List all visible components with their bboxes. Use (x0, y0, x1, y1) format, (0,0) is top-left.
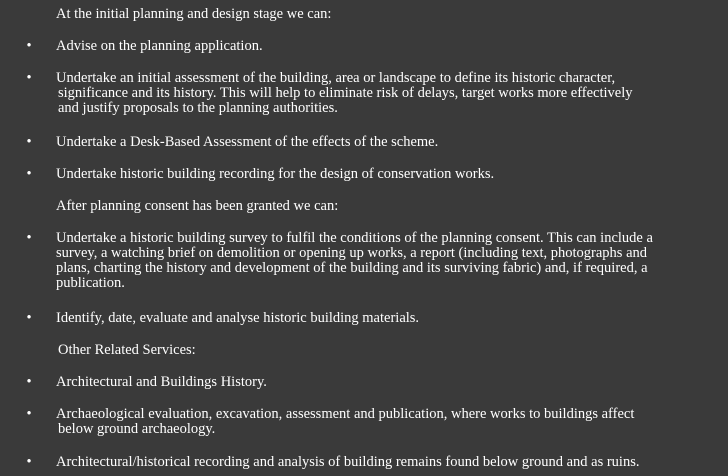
bullet-icon: • (26, 134, 32, 150)
bullet-icon: • (26, 38, 32, 54)
section-heading-after-consent: After planning consent has been granted we can: (56, 198, 339, 214)
list-item-text: Identify, date, evaluate and analyse historic building materials. (56, 310, 420, 326)
list-item-text: Archaeological evaluation, excavation, assessment and publication, where works to buildings affect (56, 406, 635, 422)
list-item-text: and justify proposals to the planning authorities. (58, 100, 338, 116)
list-item-text: significance and its history. This will help to eliminate risk of delays, target works more effectively (58, 85, 633, 101)
bullet-icon: • (26, 406, 32, 422)
list-item-text: Undertake a historic building survey to fulfil the conditions of the planning consent. This can include a (56, 230, 653, 246)
section-heading-initial-planning: At the initial planning and design stage we can: (56, 6, 332, 22)
list-item-text: publication. (56, 275, 125, 291)
bullet-icon: • (26, 374, 32, 390)
bullet-icon: • (26, 310, 32, 326)
bullet-icon: • (26, 230, 32, 246)
bullet-icon: • (26, 166, 32, 182)
bullet-icon: • (26, 454, 32, 470)
list-item-text: Architectural/historical recording and analysis of building remains found below ground and as ruins. (56, 454, 640, 470)
list-item-text: plans, charting the history and development of the building and its surviving fabric) and, if required, a (56, 260, 648, 276)
list-item-text: below ground archaeology. (58, 421, 216, 437)
section-heading-other-services: Other Related Services: (58, 342, 196, 358)
list-item-text: Undertake historic building recording for the design of conservation works. (56, 166, 495, 182)
list-item-text: Undertake an initial assessment of the building, area or landscape to define its historic character, (56, 70, 616, 86)
list-item-text: Undertake a Desk-Based Assessment of the effects of the scheme. (56, 134, 439, 150)
list-item-text: Architectural and Buildings History. (56, 374, 267, 390)
bullet-icon: • (26, 70, 32, 86)
list-item-text: Advise on the planning application. (56, 38, 263, 54)
list-item-text: survey, a watching brief on demolition or opening up works, a report (including text, photographs and (56, 245, 648, 261)
